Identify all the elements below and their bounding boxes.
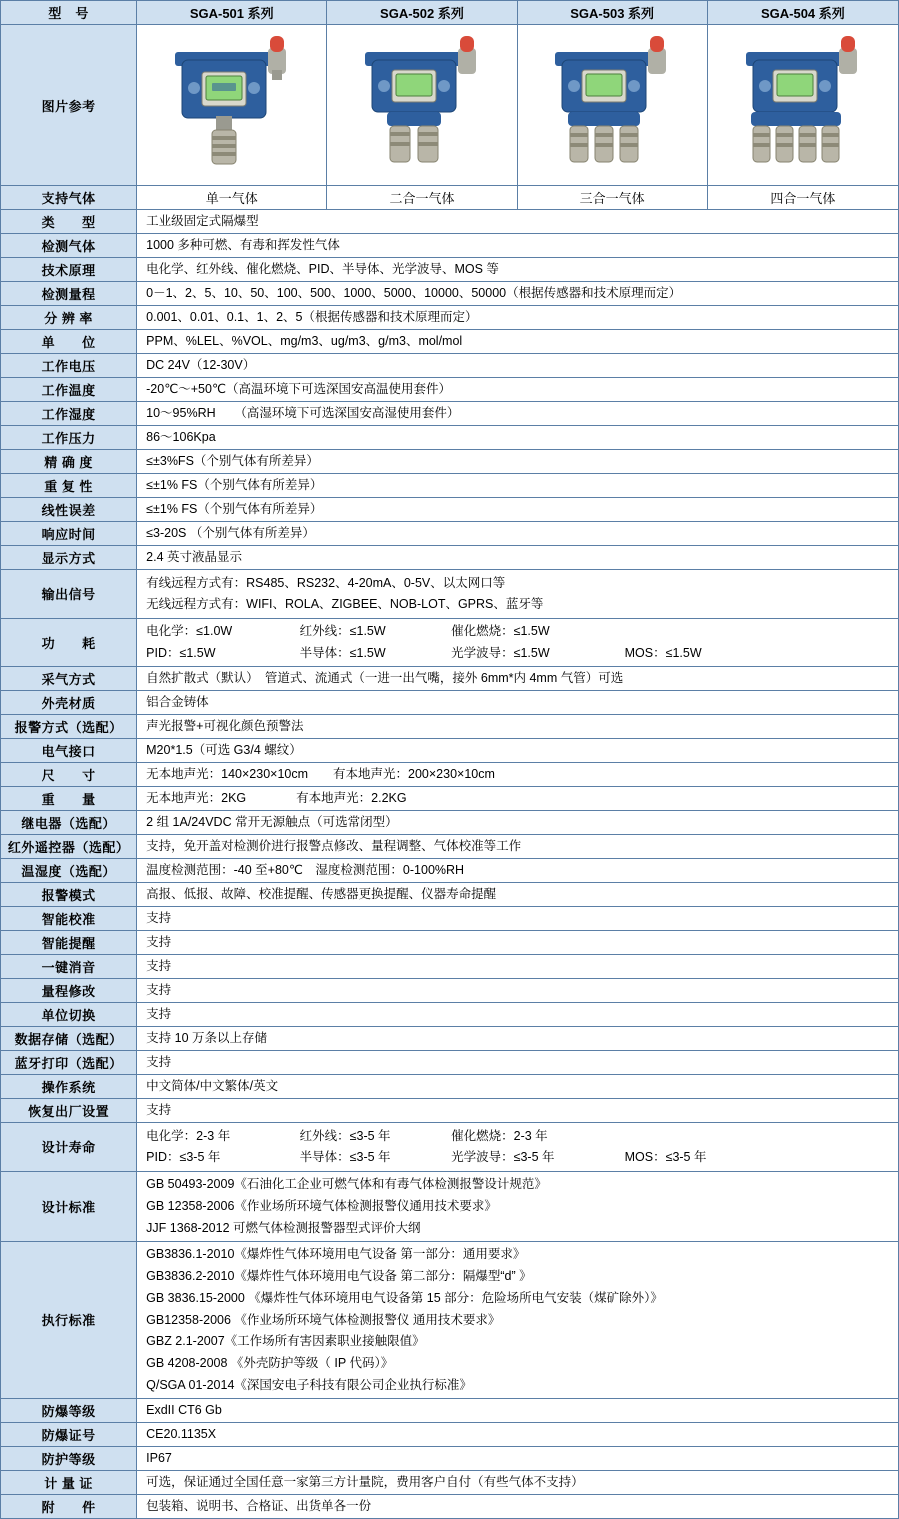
life-key: 红外线： <box>299 1128 350 1143</box>
table-row <box>1 522 899 546</box>
power-key: PID： <box>146 645 180 660</box>
row-label: 工作压力 <box>1 426 137 450</box>
row-label: 类 型 <box>1 210 137 234</box>
row-value: 声光报警+可视化颜色预警法 <box>137 715 899 739</box>
detector-illustration-1 <box>142 26 322 182</box>
life-key: 电化学： <box>146 1128 197 1143</box>
life-val: ≤3-5 年 <box>349 1150 391 1165</box>
life-key: 半导体： <box>299 1150 350 1165</box>
design-std-line: GB 50493-2009《石油化工企业可燃气体和有毒气体检测报警设计规范》 <box>146 1177 547 1191</box>
table-row <box>1 498 899 522</box>
table-row <box>1 546 899 570</box>
power-val: ≤1.0W <box>196 624 233 638</box>
row-label: 显示方式 <box>1 546 137 570</box>
row-label: 精 确 度 <box>1 450 137 474</box>
table-row <box>1 715 899 739</box>
row-label: 采气方式 <box>1 667 137 691</box>
row-value: 工业级固定式隔爆型 <box>137 210 899 234</box>
detector-illustration-4 <box>713 26 893 182</box>
detector-illustration-3 <box>522 26 702 182</box>
table-row <box>1 378 899 402</box>
row-label: 电气接口 <box>1 739 137 763</box>
row-value: 包装箱、说明书、合格证、出货单各一份 <box>137 1495 899 1519</box>
table-row <box>1 330 899 354</box>
row-label: 线性误差 <box>1 498 137 522</box>
row-value: 支持 <box>137 931 899 955</box>
row-value: PPM、%LEL、%VOL、mg/m3、ug/m3、g/m3、mol/mol <box>137 330 899 354</box>
row-label: 量程修改 <box>1 979 137 1003</box>
table-row <box>1 234 899 258</box>
row-value: 电化学、红外线、催化燃烧、PID、半导体、光学波导、MOS 等 <box>137 258 899 282</box>
product-image-2 <box>327 25 517 186</box>
row-label: 响应时间 <box>1 522 137 546</box>
life-val: ≤3-5 年 <box>349 1128 391 1143</box>
row-value: DC 24V（12-30V） <box>137 354 899 378</box>
table-row <box>1 258 899 282</box>
table-row <box>1 787 899 811</box>
life-val: ≤3-5 年 <box>179 1150 221 1165</box>
row-label: 计 量 证 <box>1 1471 137 1495</box>
row-value: 支持 <box>137 1051 899 1075</box>
table-row <box>1 763 899 787</box>
exec-std-line: Q/SGA 01-2014《深国安电子科技有限公司企业执行标准》 <box>146 1377 472 1392</box>
row-label-life: 设计寿命 <box>1 1123 137 1172</box>
table-row <box>1 210 899 234</box>
row-label: 数据存储（选配） <box>1 1027 137 1051</box>
power-val: ≤1.5W <box>513 645 550 660</box>
power-line-2 <box>146 642 894 664</box>
design-std-line: GB 12358-2006《作业场所环境气体检测报警仪通用技术要求》 <box>146 1198 497 1213</box>
power-key: MOS： <box>624 645 666 660</box>
row-value: 支持 <box>137 907 899 931</box>
row-value: 中文简体/中文繁体/英文 <box>137 1075 899 1099</box>
row-value: 支持，免开盖对检测价进行报警点修改、量程调整、气体校准等工作 <box>137 835 899 859</box>
row-label: 报警模式 <box>1 883 137 907</box>
power-key: 光学波导： <box>451 645 514 660</box>
life-line-2 <box>146 1147 894 1169</box>
table-row <box>1 835 899 859</box>
output-line-1: 有线远程方式有：RS485、RS232、4-20mA、0-5V、以太网口等 <box>146 575 506 590</box>
row-label: 工作湿度 <box>1 402 137 426</box>
life-val: ≤3-5 年 <box>665 1150 707 1165</box>
row-label: 智能提醒 <box>1 931 137 955</box>
table-row <box>1 402 899 426</box>
life-key: MOS： <box>624 1150 666 1165</box>
row-label: 智能校准 <box>1 907 137 931</box>
table-row <box>1 859 899 883</box>
life-val: 2-3 年 <box>196 1128 231 1143</box>
row-label: 防爆证号 <box>1 1423 137 1447</box>
power-key: 红外线： <box>299 624 350 638</box>
row-value: 高报、低报、故障、校准提醒、传感器更换提醒、仪器寿命提醒 <box>137 883 899 907</box>
row-label: 工作温度 <box>1 378 137 402</box>
row-value: ≤±3%FS（个别气体有所差异） <box>137 450 899 474</box>
row-label-design-standard: 设计标准 <box>1 1171 137 1241</box>
life-val: ≤3-5 年 <box>513 1150 555 1165</box>
row-value: 0.001、0.01、0.1、1、2、5（根据传感器和技术原理而定） <box>137 306 899 330</box>
row-label: 防爆等级 <box>1 1399 137 1423</box>
row-value-power <box>137 618 899 667</box>
row-value: 0－1、2、5、10、50、100、500、1000、5000、10000、50000（根据传感器和技术原理而定） <box>137 282 899 306</box>
table-row <box>1 1099 899 1123</box>
row-label-image: 图片参考 <box>1 25 137 186</box>
row-label: 外壳材质 <box>1 691 137 715</box>
row-value: ≤3-20S （个别气体有所差异） <box>137 522 899 546</box>
row-label-power: 功 耗 <box>1 618 137 667</box>
table-row <box>1 1123 899 1172</box>
life-val: 2-3 年 <box>513 1128 548 1143</box>
table-row <box>1 1495 899 1519</box>
gas-value-4: 四合一气体 <box>707 186 898 210</box>
row-label: 蓝牙打印（选配） <box>1 1051 137 1075</box>
output-line-2: 无线远程方式有：WIFI、ROLA、ZIGBEE、NOB-LOT、GPRS、蓝牙等 <box>146 597 544 612</box>
row-label-model: 型 号 <box>1 1 137 25</box>
table-row <box>1 1423 899 1447</box>
table-row <box>1 955 899 979</box>
row-value: 可选，保证通过全国任意一家第三方计量院，费用客户自付（有些气体不支持） <box>137 1471 899 1495</box>
row-value: 支持 10 万条以上存储 <box>137 1027 899 1051</box>
gas-value-1: 单一气体 <box>137 186 327 210</box>
row-value: 支持 <box>137 1099 899 1123</box>
row-label-output: 输出信号 <box>1 570 137 619</box>
row-label: 一键消音 <box>1 955 137 979</box>
row-value: 支持 <box>137 955 899 979</box>
table-row <box>1 1241 899 1398</box>
row-value: ≤±1% FS（个别气体有所差异） <box>137 498 899 522</box>
row-value-exec-standard <box>137 1241 899 1398</box>
row-label: 温湿度（选配） <box>1 859 137 883</box>
power-key: 半导体： <box>299 645 350 660</box>
table-row <box>1 691 899 715</box>
row-label: 技术原理 <box>1 258 137 282</box>
table-row <box>1 450 899 474</box>
power-line-1 <box>146 621 894 643</box>
exec-std-line: GB 4208-2008 《外壳防护等级（ IP 代码）》 <box>146 1356 394 1370</box>
power-val: ≤1.5W <box>179 645 216 660</box>
row-value: 支持 <box>137 1003 899 1027</box>
table-row <box>1 811 899 835</box>
exec-std-line: GBZ 2.1-2007《工作场所有害因素职业接触限值》 <box>146 1334 425 1349</box>
table-row <box>1 1171 899 1241</box>
table-row <box>1 1051 899 1075</box>
model-header-2: SGA-502 系列 <box>327 1 517 25</box>
row-label-supported-gas: 支持气体 <box>1 186 137 210</box>
product-image-4 <box>707 25 898 186</box>
exec-std-line: GB 3836.15-2000 《爆炸性气体环境用电气设备第 15 部分：危险场所电气安装（煤矿除外）》 <box>146 1290 663 1305</box>
exec-std-line: GB3836.2-2010《爆炸性气体环境用电气设备 第二部分：隔爆型“d” 》 <box>146 1269 532 1283</box>
row-label: 重 量 <box>1 787 137 811</box>
row-value: 无本地声光：140×230×10cm 有本地声光：200×230×10cm <box>137 763 899 787</box>
power-val: ≤1.5W <box>665 645 702 660</box>
table-row <box>1 25 899 186</box>
row-label: 单位切换 <box>1 1003 137 1027</box>
table-row <box>1 474 899 498</box>
row-label: 红外遥控器（选配） <box>1 835 137 859</box>
row-value-design-standard <box>137 1171 899 1241</box>
row-value: M20*1.5（可选 G3/4 螺纹） <box>137 739 899 763</box>
table-row <box>1 1399 899 1423</box>
table-row <box>1 282 899 306</box>
power-val: ≤1.5W <box>513 624 550 638</box>
table-row <box>1 979 899 1003</box>
row-value: ExdII CT6 Gb <box>137 1399 899 1423</box>
table-row <box>1 739 899 763</box>
model-header-1: SGA-501 系列 <box>137 1 327 25</box>
table-row <box>1 1471 899 1495</box>
product-image-1 <box>137 25 327 186</box>
life-line-1 <box>146 1125 894 1147</box>
row-label: 恢复出厂设置 <box>1 1099 137 1123</box>
row-value: 2 组 1A/24VDC 常开无源触点（可选常闭型） <box>137 811 899 835</box>
exec-std-line: GB12358-2006 《作业场所环境气体检测报警仪 通用技术要求》 <box>146 1312 501 1327</box>
power-val: ≤1.5W <box>349 645 386 660</box>
design-std-line: JJF 1368-2012 可燃气体检测报警器型式评价大纲 <box>146 1220 421 1235</box>
row-label: 报警方式（选配） <box>1 715 137 739</box>
row-value-life <box>137 1123 899 1172</box>
row-value: 温度检测范围：-40 至+80℃ 湿度检测范围：0-100%RH <box>137 859 899 883</box>
row-label: 附 件 <box>1 1495 137 1519</box>
table-row <box>1 1027 899 1051</box>
power-val: ≤1.5W <box>349 624 386 638</box>
table-row <box>1 1003 899 1027</box>
row-value: 自然扩散式（默认） 管道式、流通式（一进一出气嘴，接外 6mm*内 4mm 气管）可选 <box>137 667 899 691</box>
row-label: 防护等级 <box>1 1447 137 1471</box>
row-label: 操作系统 <box>1 1075 137 1099</box>
row-value-output <box>137 570 899 619</box>
row-value: 86～106Kpa <box>137 426 899 450</box>
row-value: 2.4 英寸液晶显示 <box>137 546 899 570</box>
gas-value-3: 三合一气体 <box>517 186 707 210</box>
row-value: IP67 <box>137 1447 899 1471</box>
table-row <box>1 306 899 330</box>
row-value: 支持 <box>137 979 899 1003</box>
gas-value-2: 二合一气体 <box>327 186 517 210</box>
row-label: 检测量程 <box>1 282 137 306</box>
table-row <box>1 186 899 210</box>
row-value: 铝合金铸体 <box>137 691 899 715</box>
product-image-3 <box>517 25 707 186</box>
table-row <box>1 931 899 955</box>
row-value: 10～95%RH （高湿环境下可选深国安高湿使用套件） <box>137 402 899 426</box>
table-row <box>1 354 899 378</box>
table-row <box>1 570 899 619</box>
detector-illustration-2 <box>332 26 512 182</box>
row-label: 单 位 <box>1 330 137 354</box>
row-value: CE20.1135X <box>137 1423 899 1447</box>
row-label: 尺 寸 <box>1 763 137 787</box>
table-row <box>1 1447 899 1471</box>
row-label: 继电器（选配） <box>1 811 137 835</box>
model-header-3: SGA-503 系列 <box>517 1 707 25</box>
row-value: ≤±1% FS（个别气体有所差异） <box>137 474 899 498</box>
row-label-exec-standard: 执行标准 <box>1 1241 137 1398</box>
table-row <box>1 907 899 931</box>
power-key: 催化燃烧： <box>451 624 514 638</box>
model-header-4: SGA-504 系列 <box>707 1 898 25</box>
table-row <box>1 618 899 667</box>
exec-std-line: GB3836.1-2010《爆炸性气体环境用电气设备 第一部分：通用要求》 <box>146 1247 526 1262</box>
power-key: 电化学： <box>146 624 197 638</box>
table-row <box>1 667 899 691</box>
table-row <box>1 883 899 907</box>
table-row <box>1 1 899 25</box>
row-value: 无本地声光：2KG 有本地声光：2.2KG <box>137 787 899 811</box>
row-value: -20℃～+50℃（高温环境下可选深国安高温使用套件） <box>137 378 899 402</box>
table-row <box>1 426 899 450</box>
row-value: 1000 多种可燃、有毒和挥发性气体 <box>137 234 899 258</box>
life-key: PID： <box>146 1150 180 1165</box>
row-label: 分 辨 率 <box>1 306 137 330</box>
life-key: 光学波导： <box>451 1150 514 1165</box>
row-label: 检测气体 <box>1 234 137 258</box>
table-row <box>1 1075 899 1099</box>
row-label: 工作电压 <box>1 354 137 378</box>
row-label: 重 复 性 <box>1 474 137 498</box>
life-key: 催化燃烧： <box>451 1128 514 1143</box>
